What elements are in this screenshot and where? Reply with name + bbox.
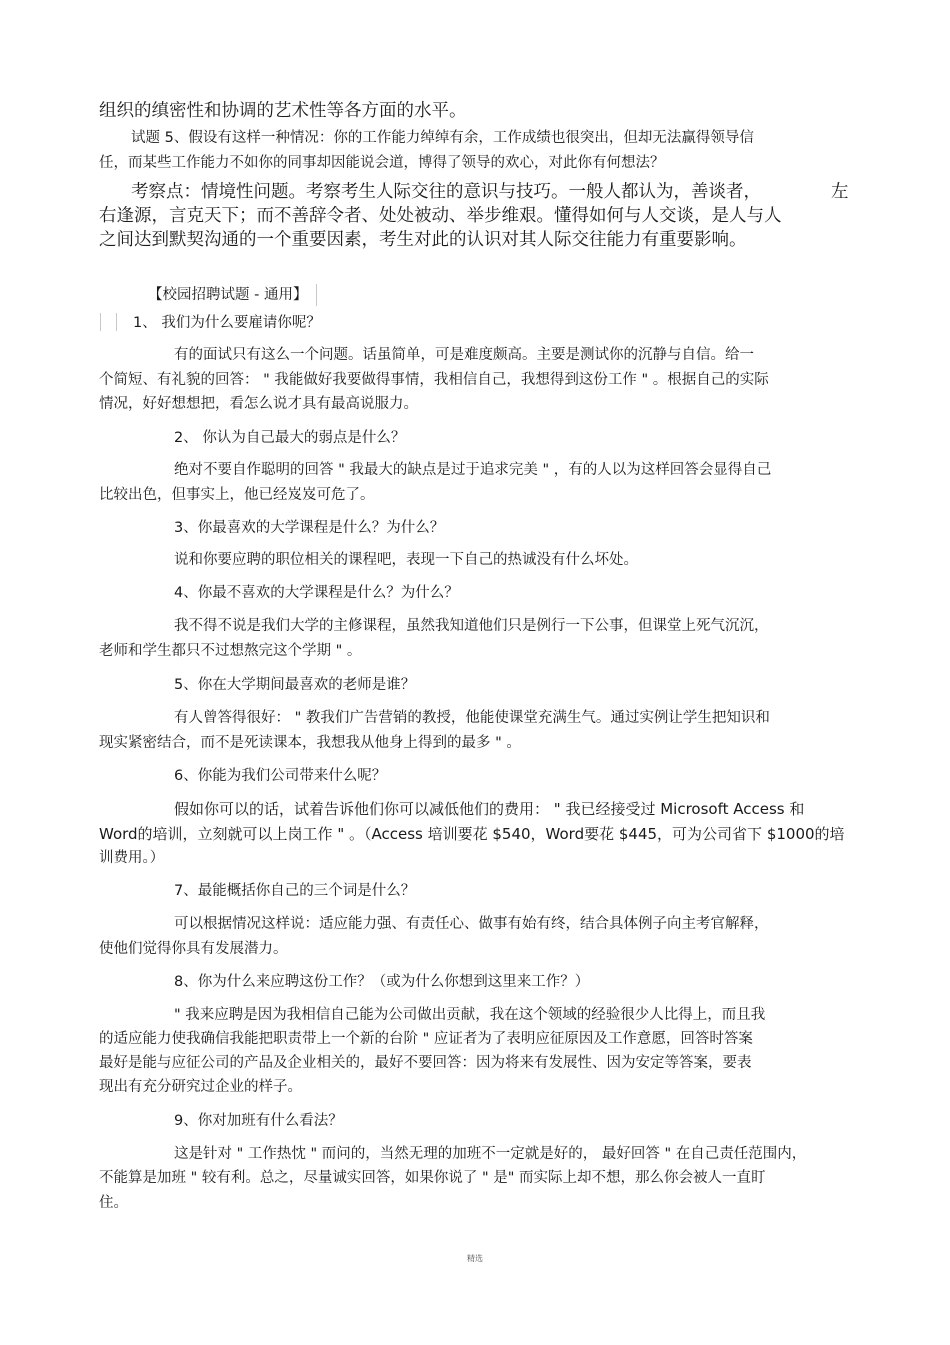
answer-line: 比较出色，但事实上，他已经岌岌可危了。 (99, 487, 375, 503)
answer-line: 我不得不说是我们大学的主修课程，虽然我知道他们只是例行一下公事，但课堂上死气沉沉， (174, 618, 769, 634)
answer-line: 现实紧密结合，而不是死读课本，我想我从他身上得到的最多 " 。 (99, 735, 521, 751)
question-title: 5、你在大学期间最喜欢的老师是谁？ (174, 677, 416, 693)
answer-line: 训费用。） (99, 850, 165, 866)
answer-line: 有人曾答得很好： " 教我们广告营销的教授，他能使课堂充满生气。通过实例让学生把知识和 (174, 710, 770, 726)
question-title: 3、你最喜欢的大学课程是什么？为什么？ (174, 520, 445, 536)
analysis-line1-end: 左 (831, 182, 849, 202)
answer-line: 这是针对 " 工作热忱 " 而问的，当然无理的加班不一定就是好的， 最好回答 " 在自己责任范围内， (174, 1146, 807, 1162)
answer-line: 最好是能与应征公司的产品及企业相关的，最好不要回答：因为将来有发展性、因为安定等答案，要表 (99, 1055, 752, 1071)
question-title: 9、你对加班有什么看法？ (174, 1113, 343, 1129)
question-title: 1、 我们为什么要雇请你呢？ (133, 315, 321, 331)
answer-line: 可以根据情况这样说：适应能力强、有责任心、做事有始有终，结合具体例子向主考官解释， (174, 916, 769, 932)
answer-line: 使他们觉得你具有发展潜力。 (99, 941, 288, 957)
question-title: 8、你为什么来应聘这份工作？（或为什么你想到这里来工作？） (174, 974, 590, 990)
answer-line: " 我来应聘是因为我相信自己能为公司做出贡献，我在这个领域的经验很少人比得上，而且我 (174, 1007, 766, 1023)
answer-line: 不能算是加班 " 较有利。总之，尽量诚实回答，如果你说了 " 是" 而实际上却不想，那么你会被人一直盯 (99, 1170, 766, 1186)
analysis-line3: 之间达到默契沟通的一个重要因素，考生对此的认识对其人际交往能力有重要影响。 (99, 230, 747, 250)
answer-line: 说和你要应聘的职位相关的课程吧，表现一下自己的热诚没有什么坏处。 (174, 552, 638, 568)
section-title: 【校园招聘试题 - 通用】 (148, 287, 308, 303)
margin-mark (316, 284, 317, 306)
answer-line: 情况，好好想想把，看怎么说才具有最高说服力。 (99, 396, 418, 412)
analysis-line2: 右逢源，言克天下；而不善辞令者、处处被动、举步维艰。懂得如何与人交谈，是人与人 (99, 206, 782, 226)
answer-line: 的适应能力使我确信我能把职责带上一个新的台阶 " 应证者为了表明应征原因及工作意愿，回答时答案 (99, 1031, 753, 1047)
question-5-line2: 任，而某些工作能力不如你的同事却因能说会道，博得了领导的欢心，对此你有何想法？ (99, 155, 665, 171)
question-title: 4、你最不喜欢的大学课程是什么？为什么？ (174, 585, 459, 601)
answer-line: 现出有充分研究过企业的样子。 (99, 1079, 302, 1095)
analysis-line1: 考察点：情境性问题。考察考生人际交往的意识与技巧。一般人都认为，善谈者， (131, 182, 761, 202)
question-title: 6、你能为我们公司带来什么呢？ (174, 768, 387, 784)
margin-mark (100, 313, 101, 331)
question-title: 2、 你认为自己最大的弱点是什么？ (174, 430, 406, 446)
answer-line: 个简短、有礼貌的回答： " 我能做好我要做得事情，我相信自己，我想得到这份工作 " 。根据自己的实际 (99, 372, 769, 388)
answer-line: 老师和学生都只不过想熬完这个学期 " 。 (99, 643, 362, 659)
answer-line: 假如你可以的话，试着告诉他们你可以减低他们的费用： " 我已经接受过 Microsoft Access 和 (174, 800, 805, 818)
intro-line: 组织的缜密性和协调的艺术性等各方面的水平。 (99, 101, 467, 121)
answer-line: 绝对不要自作聪明的回答 " 我最大的缺点是过于追求完美 " ，有的人以为这样回答会显得自己 (174, 462, 772, 478)
answer-line: 住。 (99, 1195, 128, 1211)
answer-line: Word的培训，立刻就可以上岗工作 " 。（Access 培训要花 $540，Word要花 $445，可为公司省下 $1000的培 (99, 825, 845, 843)
page-footer: 精选 (467, 1254, 483, 1263)
answer-line: 有的面试只有这么一个问题。话虽简单，可是难度颇高。主要是测试你的沉静与自信。给一 (174, 347, 754, 363)
margin-mark (116, 313, 117, 331)
question-5-line1: 试题 5、假设有这样一种情况：你的工作能力绰绰有余，工作成绩也很突出，但却无法赢得领导信 (131, 130, 754, 146)
question-title: 7、最能概括你自己的三个词是什么？ (174, 883, 416, 899)
